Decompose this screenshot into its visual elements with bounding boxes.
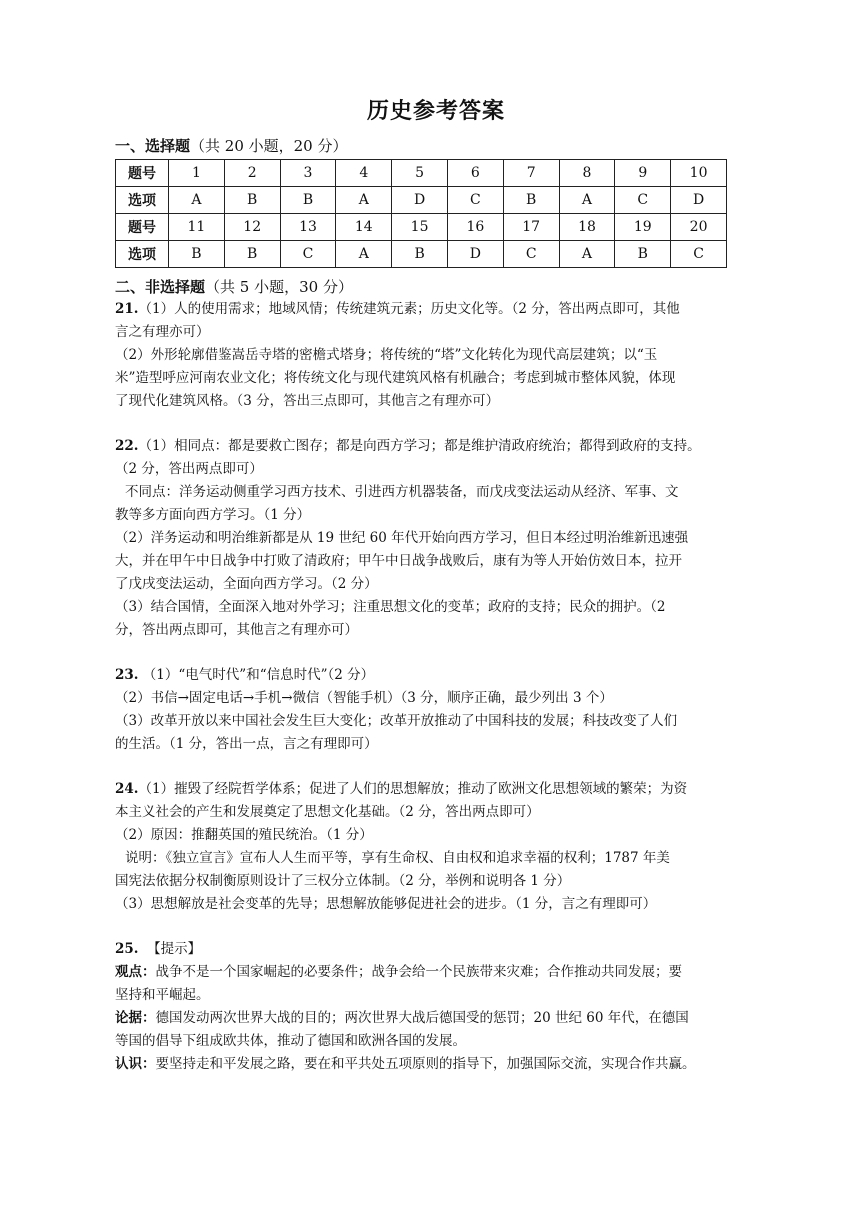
q25-hint: 【提示】 [147, 941, 202, 957]
mc-table-cell: 3 [280, 160, 336, 187]
q25-number: 25. [115, 941, 139, 957]
q22-line-9: 分，答出两点即可，其他言之有理亦可） [115, 622, 358, 638]
mc-table-cell: 9 [615, 160, 671, 187]
q24-line-3: （2）原因：推翻英国的殖民统治。（1 分） [115, 827, 373, 843]
mc-table-cell: B [224, 187, 280, 214]
mc-table-cell: 4 [336, 160, 392, 187]
q25-viewpoint-1 [115, 961, 757, 984]
spacer [115, 756, 757, 778]
q23-text-1: （1）“电气时代”和“信息时代”（2 分） [142, 667, 375, 683]
mc-table-cell: B [615, 241, 671, 268]
q25-viewpoint-text-1: 战争不是一个国家崛起的必要条件；战争会给一个民族带来灾难；合作推动共同发展；要 [155, 964, 682, 980]
q21-line-5: 了现代化建筑风格。（3 分，答出三点即可，其他言之有理亦可） [115, 393, 500, 409]
q24-line-5: 国宪法依据分权制衡原则设计了三权分立体制。（2 分，举例和说明各 1 分） [115, 873, 571, 889]
multiple-choice-table [115, 159, 727, 268]
mc-table-cell: 10 [671, 160, 727, 187]
mc-table-cell: A [336, 187, 392, 214]
mc-table-cell: A [336, 241, 392, 268]
mc-table-body [116, 160, 727, 268]
q22-number: 22. [115, 438, 139, 454]
mc-table-cell: 20 [671, 214, 727, 241]
q25-insight-text-1: 要坚持走和平发展之路，要在和平共处五项原则的指导下，加强国际交流，实现合作共赢。 [155, 1056, 696, 1072]
q23-number: 23. [115, 667, 139, 683]
q22-line-2: （2 分，答出两点即可） [115, 461, 263, 477]
mc-table-cell: 12 [224, 214, 280, 241]
section2-heading [115, 276, 757, 298]
mc-table-row [116, 187, 727, 214]
q21-line-3: （2）外形轮廓借鉴嵩岳寺塔的密檐式塔身；将传统的“塔”文化转化为现代高层建筑；以“玉 [115, 347, 658, 363]
mc-row-header: 选项 [116, 241, 169, 268]
q22-line-3: 不同点：洋务运动侧重学习西方技术、引进西方机器装备，而戊戌变法运动从经济、军事、文 [125, 484, 679, 500]
q21-line-2: 言之有理亦可） [115, 324, 210, 340]
mc-table-row [116, 241, 727, 268]
q25-line-1 [115, 938, 757, 961]
q21-number: 21. [115, 301, 139, 317]
q25-argument-2: 等国的倡导下组成欧共体，推动了德国和欧洲各国的发展。 [115, 1033, 466, 1049]
mc-table-cell: 7 [503, 160, 559, 187]
q25-viewpoint-2: 坚持和平崛起。 [115, 987, 210, 1003]
q23-line-3: （3）改革开放以来中国社会发生巨大变化；改革开放推动了中国科技的发展；科技改变了人们 [115, 713, 678, 729]
mc-row-header: 选项 [116, 187, 169, 214]
q25-argument-label: 论据： [115, 1010, 156, 1026]
mc-table-cell: 13 [280, 214, 336, 241]
q25-viewpoint-label: 观点： [115, 964, 156, 980]
mc-table-cell: 18 [559, 214, 615, 241]
mc-table-row [116, 160, 727, 187]
mc-table-cell: 2 [224, 160, 280, 187]
answer-sheet [115, 95, 757, 1076]
mc-table-cell: 14 [336, 214, 392, 241]
mc-table-cell: 1 [169, 160, 225, 187]
q22-line-8: （3）结合国情，全面深入地对外学习；注重思想文化的变革；政府的支持；民众的拥护。（2 [115, 599, 666, 615]
q23-line-2: （2）书信→固定电话→手机→微信（智能手机）（3 分，顺序正确，最少列出 3 个） [115, 690, 613, 706]
mc-row-header: 题号 [116, 160, 169, 187]
q24-line-6: （3）思想解放是社会变革的先导；思想解放能够促进社会的进步。（1 分，言之有理即可） [115, 896, 657, 912]
section2-label: 二、非选择题 [115, 278, 206, 296]
mc-table-cell: B [503, 187, 559, 214]
mc-table-cell: 11 [169, 214, 225, 241]
q24-line-1 [115, 778, 757, 801]
mc-table-cell: C [503, 241, 559, 268]
q22-line-6: 大，并在甲午中日战争中打败了清政府；甲午中日战争战败后，康有为等人开始仿效日本，拉开 [115, 553, 682, 569]
mc-table-cell: B [392, 241, 448, 268]
mc-table-cell: 8 [559, 160, 615, 187]
q22-line-7: 了戊戌变法运动，全面向西方学习。（2 分） [115, 576, 378, 592]
q21-line-1 [115, 298, 757, 321]
q24-number: 24. [115, 781, 139, 797]
question-25 [115, 938, 757, 1076]
mc-table-cell: 6 [447, 160, 503, 187]
q25-insight-1 [115, 1053, 757, 1076]
mc-table-cell: C [280, 241, 336, 268]
mc-table-cell: 19 [615, 214, 671, 241]
q25-argument-text-1: 德国发动两次世界大战的目的；两次世界大战后德国受的惩罚；20 世纪 60 年代，在德国 [155, 1010, 689, 1026]
question-23 [115, 664, 757, 756]
page-title: 历史参考答案 [366, 98, 505, 124]
question-24 [115, 778, 757, 916]
mc-table-cell: D [671, 187, 727, 214]
spacer [115, 413, 757, 435]
q24-line-4: 说明：《独立宣言》宣布人人生而平等，享有生命权、自由权和追求幸福的权利；1787 年美 [125, 850, 670, 866]
section1-label: 一、选择题 [115, 137, 191, 155]
mc-table-cell: 16 [447, 214, 503, 241]
q23-line-4: 的生活。（1 分，答出一点，言之有理即可） [115, 736, 378, 752]
section1-heading [115, 135, 757, 157]
mc-table-cell: D [447, 241, 503, 268]
q24-text-1: （1）摧毁了经院哲学体系；促进了人们的思想解放；推动了欧洲文化思想领域的繁荣；为资 [138, 781, 688, 797]
q21-line-4: 米”造型呼应河南农业文化；将传统文化与现代建筑风格有机融合；考虑到城市整体风貌，体现 [115, 370, 676, 386]
q25-insight-label: 认识： [115, 1056, 156, 1072]
section2-note: （共 5 小题，30 分） [205, 278, 353, 296]
spacer [115, 642, 757, 664]
spacer [115, 916, 757, 938]
question-21 [115, 298, 757, 413]
mc-table-row [116, 214, 727, 241]
question-22 [115, 435, 757, 642]
q22-line-5: （2）洋务运动和明治维新都是从 19 世纪 60 年代开始向西方学习，但日本经过明治维新迅速强 [115, 530, 689, 546]
q23-line-1 [115, 664, 757, 687]
section1-note: （共 20 小题，20 分） [190, 137, 348, 155]
mc-table-cell: B [224, 241, 280, 268]
q24-line-2: 本主义社会的产生和发展奠定了思想文化基础。（2 分，答出两点即可） [115, 804, 540, 820]
q22-text-1: （1）相同点：都是要救亡图存；都是向西方学习；都是维护清政府统治；都得到政府的支持。 [138, 438, 701, 454]
mc-table-cell: B [169, 241, 225, 268]
q21-text-1: （1）人的使用需求；地域风情；传统建筑元素；历史文化等。（2 分，答出两点即可，其他 [138, 301, 680, 317]
mc-table-cell: C [447, 187, 503, 214]
mc-table-cell: A [559, 241, 615, 268]
mc-table-cell: A [559, 187, 615, 214]
mc-table-cell: D [392, 187, 448, 214]
mc-table-cell: A [169, 187, 225, 214]
mc-table-cell: C [615, 187, 671, 214]
mc-row-header: 题号 [116, 214, 169, 241]
mc-table-cell: B [280, 187, 336, 214]
q22-line-4: 教等多方面向西方学习。（1 分） [115, 507, 311, 523]
q25-argument-1 [115, 1007, 757, 1030]
mc-table-cell: C [671, 241, 727, 268]
q22-line-1 [115, 435, 757, 458]
mc-table-cell: 15 [392, 214, 448, 241]
mc-table-cell: 17 [503, 214, 559, 241]
mc-table-cell: 5 [392, 160, 448, 187]
